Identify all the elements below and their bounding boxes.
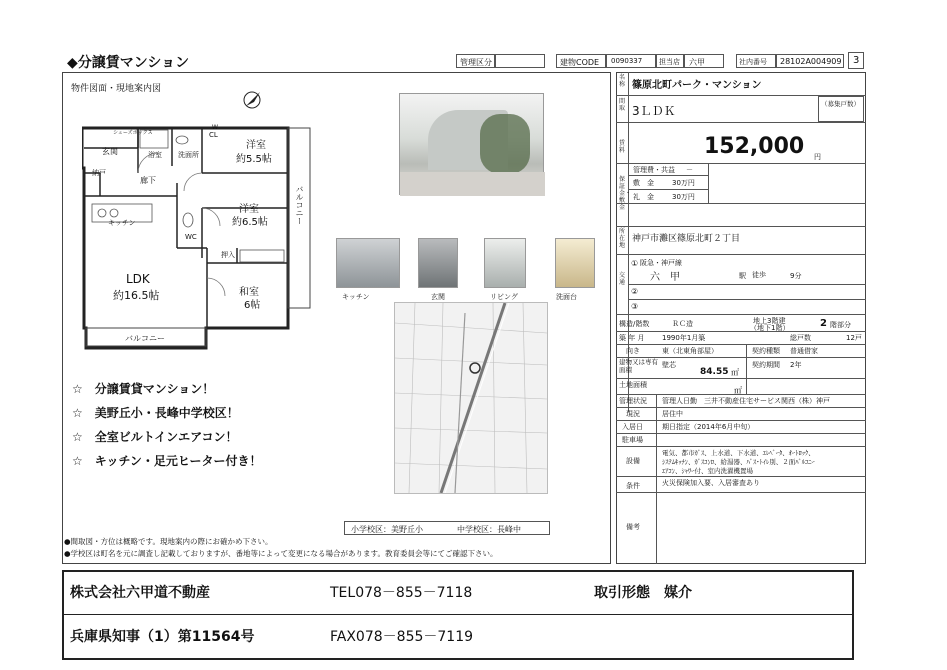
rule — [616, 420, 866, 421]
photo-kitchen — [336, 238, 400, 288]
rule — [616, 226, 866, 227]
rule — [616, 476, 866, 477]
rent-unit: 円 — [814, 153, 821, 161]
direction-label: 向き — [626, 347, 640, 355]
office-value: 六甲 — [689, 58, 705, 67]
area-value: 84.55 — [700, 367, 729, 377]
code-label: 建物CODE — [560, 58, 600, 67]
rule — [628, 299, 866, 300]
line-name: 阪急・神戸線 — [640, 259, 682, 267]
structure-label: 構造/階数 — [619, 320, 650, 328]
office-label: 担当店 — [659, 58, 680, 66]
office-label-cell — [656, 54, 684, 68]
room-senmen: 洗面所 — [178, 151, 199, 159]
rule — [616, 344, 866, 345]
caption-living: リビング — [490, 293, 518, 301]
floor-suffix: 階部分 — [830, 321, 851, 329]
address-value: 神戸市灘区篠原北町２丁目 — [632, 234, 741, 244]
room-kitchen: キッチン — [108, 219, 136, 227]
torihiki: 取引形態 媒介 — [594, 585, 692, 601]
rule — [616, 122, 866, 123]
rule — [708, 163, 709, 203]
rule — [616, 378, 866, 379]
caption-washbasin: 洗面台 — [556, 293, 577, 301]
license: 兵庫県知事（1）第11564号 — [70, 629, 255, 645]
caption-kitchen: キッチン — [342, 293, 370, 301]
rule — [616, 433, 866, 434]
office-value-cell — [684, 54, 724, 68]
facilities-line-1: 電気、都市ｶﾞｽ、上水道、下水道、ｴﾚﾍﾞｰﾀ、ｵｰﾄﾛｯｸ、 — [662, 449, 815, 457]
area-unit: ㎡ — [731, 368, 739, 377]
room-nando: 納戸 — [92, 169, 106, 177]
room-youshitsu1-size: 約5.5帖 — [236, 154, 272, 165]
page-number-cell — [848, 52, 864, 69]
compass-icon — [238, 88, 266, 110]
traffic-no-3: ③ — [631, 302, 639, 311]
room-youshitsu2: 洋室 — [239, 204, 259, 215]
code-label-cell — [556, 54, 606, 68]
note-2: ●学校区は町名を元に調査し記載しておりますが、番地等によって変更になる場合があります。教育委員会等にてご確認下さい。 — [64, 549, 498, 558]
total-value: 12戸 — [846, 334, 862, 342]
rule — [616, 492, 866, 493]
code-value-cell — [606, 54, 656, 68]
movein-value: 期日指定（2014年6月中旬） — [662, 423, 755, 431]
rule — [616, 331, 866, 332]
feature-3: ☆ 全室ビルトインエアコン！ — [72, 430, 238, 444]
facilities-line-3: ｴｱｺﾝ、ｼｬﾜｰ付、室内洗濯機置場 — [662, 467, 753, 475]
number-label-cell — [736, 54, 776, 68]
rule — [628, 175, 708, 176]
area-label: 建物又は専有面積 — [619, 358, 658, 374]
deposit-label: 敷 金 — [633, 179, 654, 187]
contract-period-label: 契約期間 — [752, 361, 780, 369]
total-label: 総戸数 — [790, 334, 811, 342]
location-map — [394, 302, 548, 494]
built-value: 1990年1月築 — [662, 334, 706, 342]
room-rouka: 廊下 — [140, 176, 156, 185]
kanri-label-cell — [456, 54, 495, 68]
deposit-side-label: 保証金・敷金 — [619, 176, 632, 211]
room-balcony-bottom: バルコニー — [125, 334, 165, 343]
contract-kind-label: 契約種類 — [752, 347, 780, 355]
rule — [616, 163, 866, 164]
layout-label: 間取 — [619, 98, 626, 112]
facilities-line-2: ｼｽﾃﾑｷｯﾁﾝ、ｶﾞｽｺﾝﾛ、給湯器、ﾊﾞｽ･ﾄｲﾚ別、２面ﾊﾞﾙｺﾆｰ — [662, 458, 815, 466]
feature-2: ☆ 美野丘小・長峰中学校区！ — [72, 406, 239, 420]
facilities-label: 設備 — [626, 457, 640, 465]
kanrihi-label: 管理費・共益 — [633, 166, 675, 174]
room-wc: WC — [185, 233, 197, 241]
traffic-label: 交通 — [619, 272, 626, 286]
room-shoes: シューズボックス — [113, 130, 153, 136]
rent-label: 賃料 — [619, 140, 626, 154]
rule — [616, 394, 866, 395]
traffic-no-1: ① — [631, 259, 639, 268]
status-label: 現況 — [626, 410, 640, 418]
room-youshitsu1: 洋室 — [246, 140, 266, 151]
rule — [656, 394, 657, 564]
recruit-cell — [818, 96, 864, 122]
rule — [628, 189, 708, 190]
school-junior: 中学校区：長峰中 — [457, 525, 521, 534]
page-title: ◆分譲賃マンション — [67, 55, 190, 71]
number-label: 社内番号 — [739, 58, 767, 66]
room-washroom-w: W — [212, 124, 218, 131]
footer-box — [62, 570, 854, 660]
key-money-value: 30万円 — [672, 193, 695, 201]
room-genkan: 玄関 — [102, 147, 118, 156]
property-name: 篠原北町パーク・マンション — [632, 80, 762, 91]
footer-divider — [64, 614, 852, 615]
rule — [616, 254, 866, 255]
room-cl: CL — [209, 131, 218, 139]
school-box — [344, 521, 550, 535]
rule — [616, 407, 866, 408]
photo-genkan — [418, 238, 458, 288]
management-value: 管理人日勤 三井不動産住宅サービス関西（株）神戸 — [662, 397, 830, 405]
walk-value: 9分 — [790, 272, 802, 280]
status-value: 居住中 — [662, 410, 683, 418]
layout-value: 3ＬＤＫ — [632, 104, 676, 118]
land-label: 土地面積 — [619, 381, 647, 389]
code-value: 0090337 — [611, 57, 643, 65]
floor-number: 2 — [820, 318, 827, 329]
note-1: ●間取図・方位は概略です。現地案内の際にお確かめ下さい。 — [64, 537, 273, 546]
movein-label: 入居日 — [622, 423, 643, 431]
direction-value: 東（北東角部屋） — [662, 347, 718, 355]
rule — [746, 344, 747, 394]
location-label: 所在地 — [619, 228, 626, 249]
room-ldk: LDK — [126, 272, 150, 286]
photo-washbasin — [555, 238, 595, 288]
basement-value: （地下1階） — [750, 324, 790, 332]
caption-genkan: 玄関 — [431, 293, 445, 301]
walk-label: 徒歩 — [752, 271, 766, 279]
contract-kind-value: 普通借家 — [790, 347, 818, 355]
rent-value: 152,000 — [704, 134, 805, 159]
number-value: 28102A004909 — [780, 57, 842, 66]
kanri-label: 管理区分 — [460, 58, 492, 67]
room-ldk-size: 約16.5帖 — [113, 289, 160, 302]
room-oshiire: 押入 — [221, 251, 235, 259]
rule — [616, 446, 866, 447]
structure-value: ＲＣ造 — [672, 320, 693, 328]
room-balcony-side: バルコニー — [295, 185, 304, 225]
room-bath: 浴室 — [148, 151, 162, 159]
land-unit: ㎡ — [734, 386, 742, 395]
floors-value: 地上3階建 — [753, 317, 786, 325]
contract-period-value: 2年 — [790, 361, 802, 369]
area-type: 壁芯 — [662, 361, 676, 369]
room-washitsu: 和室 — [239, 287, 259, 298]
rule — [616, 203, 866, 204]
conditions-value: 火災保険加入要、入居審査あり — [662, 479, 760, 487]
company-name: 株式会社六甲道不動産 — [70, 585, 210, 601]
map-title: 物件図面・現地案内図 — [71, 84, 162, 94]
deposit-value: 30万円 — [672, 179, 695, 187]
station-name: 六 甲 — [650, 272, 680, 283]
room-youshitsu2-size: 約6.5帖 — [232, 217, 268, 228]
name-label: 名称 — [619, 74, 626, 88]
remarks-label: 備考 — [626, 523, 640, 531]
school-elem: 小学校区：美野丘小 — [351, 525, 423, 534]
room-washitsu-size: 6帖 — [244, 300, 261, 311]
management-label: 管理状況 — [619, 397, 647, 405]
conditions-label: 条件 — [626, 482, 640, 490]
station-suffix: 駅 — [739, 272, 746, 280]
feature-4: ☆ キッチン・足元ヒーター付き！ — [72, 454, 262, 468]
traffic-no-2: ② — [631, 287, 639, 296]
building-photo — [399, 93, 544, 195]
photo-living — [484, 238, 526, 288]
key-money-label: 礼 金 — [633, 193, 654, 201]
rule — [616, 314, 866, 315]
built-label: 築 年 月 — [619, 334, 645, 342]
kanrihi-value: － — [686, 166, 693, 174]
tel: TEL078－855－7118 — [330, 585, 473, 601]
rule — [628, 284, 866, 285]
number-value-cell — [776, 54, 844, 68]
parking-label: 駐車場 — [622, 436, 643, 444]
kanri-value-cell — [495, 54, 545, 68]
feature-1: ☆ 分譲賃貸マンション！ — [72, 382, 215, 396]
fax: FAX078－855－7119 — [330, 629, 474, 645]
page-number: 3 — [853, 55, 860, 66]
recruit-label: （募集戸数） — [821, 100, 860, 108]
